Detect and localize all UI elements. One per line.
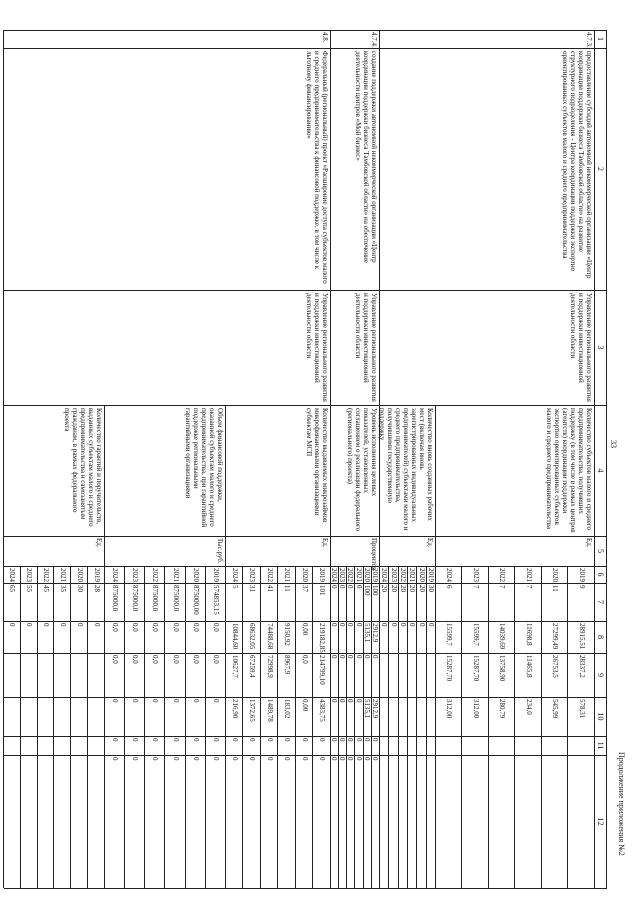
grid-hline — [388, 566, 389, 888]
funding-value: 0,0 — [171, 655, 180, 664]
indicator-unit: Ед. — [426, 538, 434, 548]
funding-value: 0 — [362, 655, 371, 659]
funding-value: 0 — [354, 757, 363, 761]
funding-value: 4383,75 — [318, 699, 327, 722]
funding-value: 219182,85 — [318, 623, 327, 653]
funding-value: 0 — [92, 623, 101, 627]
grid-vline — [4, 48, 607, 49]
grid-vline — [4, 536, 607, 537]
grid-hline — [488, 566, 489, 888]
indicator-value: 20 — [399, 585, 407, 592]
funding-value: 15599,7 — [471, 623, 480, 646]
funding-value: 0 — [399, 623, 407, 627]
funding-value: 27299,49 — [551, 623, 560, 650]
grid-vline — [4, 405, 607, 406]
funding-value: 0 — [346, 655, 355, 659]
funding-value: 0 — [371, 655, 379, 659]
grid-hline — [416, 566, 417, 888]
funding-value: 2912,9 — [371, 623, 379, 643]
funding-value: 0 — [58, 623, 67, 627]
year-cell: 2022 — [498, 568, 507, 582]
indicator-value: 37 — [300, 585, 309, 592]
indicator-value: 11 — [283, 585, 292, 592]
header-cell: 5 — [596, 549, 605, 553]
indicator-value: 9 — [577, 585, 586, 589]
grid-vline — [4, 755, 607, 756]
grid-vline — [4, 566, 607, 567]
indicator-value: 7 — [471, 585, 480, 589]
grid-hline — [225, 405, 226, 888]
year-cell: 2023 — [389, 568, 398, 582]
funding-value: 214799,10 — [318, 655, 327, 685]
funding-value: 0 — [211, 738, 220, 742]
indicator-value: 30 — [75, 585, 84, 592]
year-cell: 2024 — [8, 568, 17, 582]
funding-value: 280,79 — [498, 699, 507, 719]
indicator-value: 5 — [230, 585, 239, 589]
funding-value: 0 — [8, 623, 17, 627]
funding-value: 0 — [211, 699, 220, 703]
grid-hline — [346, 566, 347, 888]
year-cell: 2024 — [330, 568, 339, 582]
grid-hline — [363, 566, 364, 888]
year-cell: 2019 — [318, 568, 327, 582]
funding-value: 0 — [346, 738, 355, 742]
indicator-value: 100 — [362, 585, 371, 596]
page-number: 33 — [609, 440, 618, 448]
indicator-value: 28 — [92, 585, 101, 592]
funding-value: 0 — [371, 757, 379, 761]
year-cell: 2022 — [151, 568, 160, 582]
funding-value: 0 — [346, 757, 355, 761]
year-cell: 2019 — [211, 568, 220, 582]
event-name: создание поддержки автономной некоммерческой организации «Центр координации поддержки бизнеса Тамбовской области» на обеспечение деятельности центров «Мой бизнес» — [354, 51, 378, 263]
header-cell: 11 — [596, 741, 605, 750]
executor-name: Управление регионального развития и поддержки инвестиционной деятельности области — [569, 293, 593, 402]
appendix-caption: Продолжение приложения №2 — [617, 752, 626, 856]
funding-value: 0 — [300, 757, 309, 761]
funding-value: 0,00 — [300, 699, 309, 712]
funding-value: 74488,68 — [265, 623, 274, 650]
funding-value: 0 — [330, 699, 339, 703]
grid-hline — [371, 566, 372, 888]
year-cell: 2019 — [577, 568, 586, 582]
indicator-value: 7 — [524, 585, 533, 589]
grid-hline — [606, 30, 607, 888]
funding-value: 312,00 — [445, 699, 454, 719]
year-cell: 2020 — [300, 568, 309, 582]
funding-value: 0 — [371, 738, 379, 742]
funding-value: 0 — [380, 623, 389, 627]
funding-value: 0 — [346, 699, 355, 703]
year-cell: 2024 — [445, 568, 454, 582]
grid-hline — [243, 566, 244, 888]
funding-value: 0 — [151, 738, 160, 742]
funding-value: 11465,8 — [524, 655, 533, 678]
funding-value: 0 — [354, 655, 363, 659]
funding-value: 8967,9 — [283, 655, 292, 675]
year-cell: 2021 — [408, 568, 417, 582]
header-cell: 1 — [596, 37, 605, 41]
grid-hline — [515, 566, 516, 888]
grid-vline — [4, 736, 607, 737]
funding-value: 0 — [171, 738, 180, 742]
indicator-unit: Ед. — [585, 538, 593, 548]
header-cell: 10 — [596, 712, 605, 721]
year-cell: 2022 — [399, 568, 407, 582]
indicator-value: 0 — [346, 585, 355, 589]
year-cell: 2021 — [283, 568, 292, 582]
header-cell: 6 — [596, 572, 605, 577]
funding-value: 312,00 — [471, 699, 480, 719]
funding-value: 0 — [265, 738, 274, 742]
funding-value: 10844,60 — [230, 623, 239, 650]
grid-hline — [70, 566, 71, 888]
year-cell: 2019 — [427, 568, 435, 582]
row-number: 4.7.3. — [585, 32, 593, 48]
indicator-value: 101 — [318, 585, 327, 596]
grid-hline — [54, 566, 55, 888]
funding-value: 0,0 — [111, 623, 120, 632]
header-cell: 9 — [596, 673, 605, 677]
funding-value: 0,0 — [151, 655, 160, 664]
grid-hline — [435, 405, 436, 888]
funding-value: 0 — [427, 623, 435, 627]
grid-hline — [568, 566, 569, 888]
funding-value: 183,02 — [283, 699, 292, 719]
grid-hline — [426, 566, 427, 888]
funding-value: 15287,70 — [445, 655, 454, 682]
executor-name: Управление регионального развития и поддержки инвестиционной деятельности области — [305, 293, 329, 402]
funding-value: 0 — [338, 757, 347, 761]
grid-hline — [313, 566, 314, 888]
funding-value: 0 — [111, 699, 120, 703]
event-name: предоставление субсидий автономной некоммерческой организации «Центр координации поддержки бизнеса Тамбовской области» на развитие структурного подразделения - Центра координации поддержки экспортно ориентированных субъектов малого и среднего предпринимательства — [561, 51, 593, 279]
funding-value: 0 — [338, 738, 347, 742]
grid-hline — [205, 566, 206, 888]
funding-value: 0 — [318, 757, 327, 761]
header-cell: 12 — [596, 817, 605, 826]
grid-hline — [124, 566, 125, 888]
grid-hline — [87, 566, 88, 888]
funding-value: 0,0 — [191, 655, 200, 664]
funding-value: 0 — [338, 699, 347, 703]
funding-value: 0 — [111, 738, 120, 742]
funding-value: 0 — [362, 738, 371, 742]
indicator-value: 0 — [330, 585, 339, 589]
grid-vline — [4, 621, 607, 622]
header-cell: 4 — [596, 468, 605, 473]
indicator-name: Количество вновь созданных рабочих мест (включая вновь зарегистрированных индивидуальных предпринимателей) субъектами малого и среднего предпринимательства, получившими государственную поддержку — [378, 408, 434, 531]
indicator-value: 11 — [551, 585, 560, 592]
funding-value: 13758,90 — [498, 655, 507, 682]
funding-value: 0 — [354, 738, 363, 742]
year-cell: 2021 — [171, 568, 180, 582]
funding-value: 216,90 — [230, 699, 239, 719]
funding-value: 0 — [248, 757, 257, 761]
funding-value: 0,0 — [171, 623, 180, 632]
row-number: 4.7.4. — [370, 32, 378, 48]
grid-hline — [20, 566, 21, 888]
funding-value: 0,0 — [131, 655, 140, 664]
funding-value: 0 — [346, 623, 355, 627]
funding-value: 545,99 — [551, 699, 560, 719]
row-number: 4.8. — [321, 32, 329, 43]
year-cell: 2020 — [362, 568, 371, 582]
funding-value: 0 — [330, 655, 339, 659]
grid-hline — [165, 566, 166, 888]
year-cell: 2024 — [380, 568, 389, 582]
funding-value: 0 — [362, 757, 371, 761]
funding-value: 28337,2 — [577, 655, 586, 678]
grid-vline — [4, 888, 607, 889]
indicator-value: 0 — [338, 585, 347, 589]
funding-value: 0 — [211, 757, 220, 761]
indicator-unit: Тыс.руб. — [216, 538, 224, 564]
grid-hline — [379, 30, 380, 888]
funding-value: 26753,5 — [551, 655, 560, 678]
funding-value: 5135,1 — [362, 623, 371, 643]
funding-value: 0 — [230, 757, 239, 761]
grid-hline — [541, 566, 542, 888]
funding-value: 0,0 — [300, 655, 309, 664]
year-cell: 2021 — [524, 568, 533, 582]
funding-value: 0 — [330, 623, 339, 627]
funding-value: 0 — [338, 655, 347, 659]
year-cell: 2024 — [111, 568, 120, 582]
funding-value: 0 — [248, 738, 257, 742]
funding-value: 0 — [283, 738, 292, 742]
funding-value: 15599,7 — [445, 623, 454, 646]
year-cell: 2023 — [25, 568, 34, 582]
funding-value: 0 — [265, 757, 274, 761]
year-cell: 2019 — [371, 568, 379, 582]
funding-value: 14039,69 — [498, 623, 507, 650]
grid-hline — [338, 566, 339, 888]
funding-value: 0 — [283, 757, 292, 761]
year-cell: 2019 — [92, 568, 101, 582]
funding-value: 0 — [318, 738, 327, 742]
funding-value: 0 — [191, 757, 200, 761]
indicator-value: 875000,0 — [171, 585, 180, 612]
funding-value: 0 — [354, 699, 363, 703]
funding-value: 0,0 — [151, 623, 160, 632]
funding-value: 0,0 — [191, 623, 200, 632]
indicator-name: Количество гарантий и поручительств, выданных субъектам малого и среднего предпринимательства и самозанятым гражданам, в рамках федерального проекта — [63, 408, 103, 527]
funding-value: 10627,7 — [230, 655, 239, 678]
funding-value: 0 — [131, 757, 140, 761]
funding-value: 0 — [230, 738, 239, 742]
indicator-value: 55 — [25, 585, 34, 592]
indicator-value: 875000,0 — [131, 585, 140, 612]
grid-hline — [398, 566, 399, 888]
indicator-name: Объем финансовой поддержки, оказанной субъектам малого и среднего предпринимательства, при гарантийной поддержке региональными гарантийными организациями — [184, 408, 224, 528]
indicator-value: 875000,0 — [151, 585, 160, 612]
year-cell: 2022 — [265, 568, 274, 582]
year-cell: 2023 — [131, 568, 140, 582]
funding-value: 0 — [330, 738, 339, 742]
indicator-unit: Ед. — [95, 538, 103, 548]
indicator-value: 30 — [427, 585, 435, 592]
indicator-value: 6 — [445, 585, 454, 589]
funding-value: 0 — [171, 757, 180, 761]
funding-value: 0 — [300, 738, 309, 742]
grid-hline — [462, 566, 463, 888]
indicator-value: 574853,15 — [211, 585, 220, 615]
indicator-name: Уровень исполнения целевых показателей, установленных соглашением о реализации федерального (регионального) проекта) — [346, 408, 378, 532]
funding-value: 0 — [75, 623, 84, 627]
grid-vline — [4, 653, 607, 654]
funding-value: 0 — [330, 757, 339, 761]
funding-value: 1372,65 — [248, 699, 257, 722]
indicator-value: 20 — [380, 585, 389, 592]
funding-value: 0 — [389, 623, 398, 627]
grid-hline — [278, 566, 279, 888]
indicator-value: 45 — [42, 585, 51, 592]
funding-value: 11698,8 — [524, 623, 533, 646]
indicator-value: 31 — [248, 585, 257, 592]
funding-value: 0 — [408, 623, 417, 627]
funding-value: 9150,92 — [283, 623, 292, 646]
year-cell: 2021 — [58, 568, 67, 582]
header-cell: 8 — [596, 635, 605, 639]
funding-value: 67259,4 — [248, 655, 257, 678]
funding-value: 2912,9 — [371, 699, 379, 719]
funding-value: 0,0 — [131, 623, 140, 632]
indicator-value: 20 — [417, 585, 426, 592]
year-cell: 2020 — [191, 568, 200, 582]
funding-value: 0 — [25, 623, 34, 627]
grid-hline — [37, 566, 38, 888]
funding-value: 0 — [131, 699, 140, 703]
grid-hline — [407, 566, 408, 888]
funding-value: 0 — [171, 699, 180, 703]
funding-value: 0 — [131, 738, 140, 742]
indicator-unit: Процентов — [370, 538, 378, 571]
funding-value: 0,0 — [111, 655, 120, 664]
funding-value: 0 — [191, 738, 200, 742]
year-cell: 2022 — [42, 568, 51, 582]
year-cell: 2023 — [248, 568, 257, 582]
funding-value: 68632,05 — [248, 623, 257, 650]
funding-value: 0 — [338, 623, 347, 627]
indicator-value: 20 — [389, 585, 398, 592]
grid-vline — [4, 583, 607, 584]
indicator-value: 7 — [498, 585, 507, 589]
grid-hline — [104, 405, 105, 888]
header-cell: 2 — [596, 167, 605, 171]
funding-value: 0,0 — [211, 623, 220, 632]
indicator-name: Количество субъектов малого и среднего предпринимательства, получивших поддержку (в том числе в рамках центров (агентств) координации поддержки экспортно ориентированных субъектов малого и среднего предпринимательства — [545, 408, 593, 533]
executor-name: Управление регионального развития и поддержки инвестиционной деятельности области — [354, 293, 378, 402]
funding-value: 5135,1 — [362, 699, 371, 719]
funding-value: 0,0 — [211, 655, 220, 664]
indicator-value: 35 — [58, 585, 67, 592]
funding-value: 0,00 — [300, 623, 309, 636]
header-cell: 3 — [596, 345, 605, 350]
event-name: Федеральный (региональный) проект «Расширение доступа субъектов малого и среднего предпринимательства к финансовой поддержке, в том числе к льготному финансированию» — [305, 51, 329, 284]
year-cell: 2021 — [354, 568, 363, 582]
year-cell: 2023 — [338, 568, 347, 582]
year-cell: 2020 — [417, 568, 426, 582]
year-cell: 2024 — [230, 568, 239, 582]
indicator-value: 20 — [408, 585, 417, 592]
year-cell: 2022 — [346, 568, 355, 582]
header-cell: 7 — [596, 600, 605, 604]
indicator-name: Количество выдаваемых микрозаймов микрофинансовыми организациями субъектам МСП — [305, 408, 329, 523]
indicator-value: 100 — [371, 585, 379, 596]
indicator-unit: Ед. — [321, 538, 329, 548]
funding-value: 1489,78 — [265, 699, 274, 722]
indicator-value: 0 — [354, 585, 363, 589]
funding-value: 0 — [111, 757, 120, 761]
funding-value: 234,0 — [524, 699, 533, 715]
funding-value: 0 — [151, 757, 160, 761]
indicator-value: 41 — [265, 585, 274, 592]
grid-hline — [295, 566, 296, 888]
indicator-value: 875000,00 — [191, 585, 200, 615]
funding-value: 0 — [151, 699, 160, 703]
year-cell: 2020 — [75, 568, 84, 582]
grid-hline — [3, 30, 4, 888]
funding-value: 28915,51 — [577, 623, 586, 650]
grid-hline — [185, 566, 186, 888]
funding-value: 0 — [354, 623, 363, 627]
grid-vline — [4, 30, 607, 31]
grid-vline — [4, 697, 607, 698]
grid-hline — [355, 566, 356, 888]
funding-value: 578,31 — [577, 699, 586, 719]
funding-value: 0 — [42, 623, 51, 627]
funding-value: 15287,70 — [471, 655, 480, 682]
year-cell: 2023 — [471, 568, 480, 582]
funding-value: 0 — [417, 623, 426, 627]
year-cell: 2020 — [551, 568, 560, 582]
grid-vline — [4, 290, 607, 291]
indicator-value: 875000,0 — [111, 585, 120, 612]
funding-value: 72998,9 — [265, 655, 274, 678]
grid-hline — [144, 566, 145, 888]
indicator-value: 65 — [8, 585, 17, 592]
grid-hline — [260, 566, 261, 888]
funding-value: 0 — [191, 699, 200, 703]
